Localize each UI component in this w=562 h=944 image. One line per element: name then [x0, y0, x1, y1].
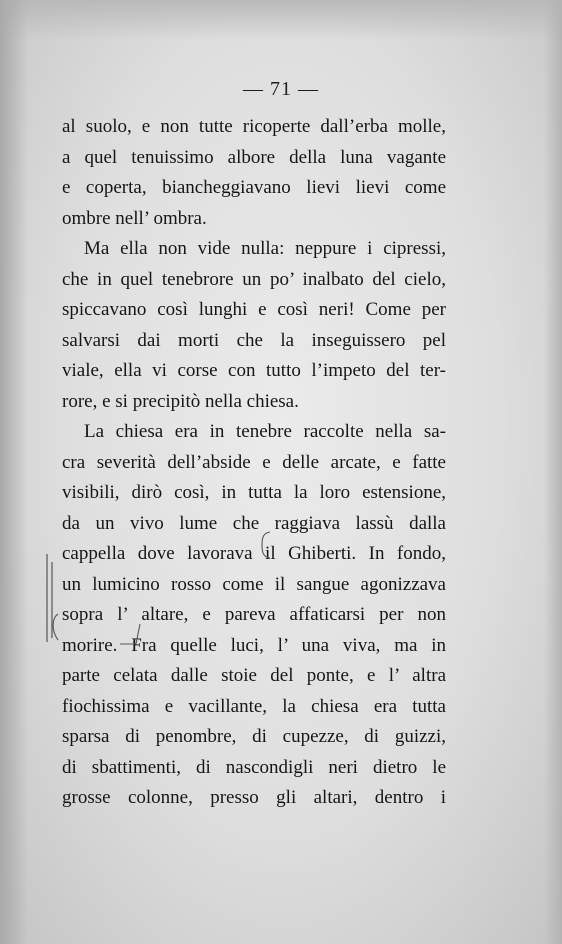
text-line: ombre nell’ ombra. [62, 207, 207, 229]
text-line: a quel tenuissimo albore della luna vagante [62, 146, 446, 168]
pencil-bracket-left [48, 612, 60, 642]
text-line: e coperta, biancheggiavano lievi lievi come [62, 177, 446, 198]
text-line: che in quel tenebrore un po’ inalbato del cielo, [62, 268, 446, 290]
text-line: morire. Fra quelle luci, l’ una viva, ma in [62, 634, 446, 656]
text-line: al suolo, e non tutte ricoperte dall’erba molle, [62, 116, 446, 137]
text-line: Ma ella non vide nulla: neppure i cipressi, [84, 238, 446, 259]
text-line: grosse colonne, presso gli altari, dentro i [62, 787, 446, 808]
pencil-bracket-close [118, 622, 142, 648]
page-right-shadow [544, 0, 562, 944]
page-top-shadow [0, 0, 562, 40]
page-left-shadow [0, 0, 28, 944]
page-number: — 71 — [243, 78, 319, 100]
text-line: cappella dove lavorava il Ghiberti. In fondo, [62, 543, 446, 564]
text-line: sopra l’ altare, e pareva affaticarsi per non [62, 604, 446, 625]
text-line: spiccavano così lunghi e così neri! Come per [62, 299, 446, 320]
text-line: La chiesa era in tenebre raccolte nella sa- [84, 421, 446, 442]
text-line: sparsa di penombre, di cupezze, di guizzi, [62, 726, 446, 747]
body-text [62, 112, 446, 814]
text-line: rore, e si precipitò nella chiesa. [62, 390, 299, 412]
text-line: un lumicino rosso come il sangue agonizzava [62, 573, 446, 595]
text-line: di sbattimenti, di nascondigli neri dietro le [62, 756, 446, 778]
pencil-bracket-open [258, 530, 272, 560]
text-line: da un vivo lume che raggiava lassù dalla [62, 512, 446, 534]
text-line: viale, ella vi corse con tutto l’impeto del ter- [62, 360, 446, 381]
text-line: parte celata dalle stoie del ponte, e l’ altra [62, 665, 446, 686]
text-line: salvarsi dai morti che la inseguissero pel [62, 329, 446, 351]
text-line: fiochissima e vacillante, la chiesa era tutta [62, 695, 446, 717]
text-line: visibili, dirò così, in tutta la loro estensione, [62, 482, 446, 503]
text-line: cra severità dell’abside e delle arcate, e fatte [62, 451, 446, 473]
